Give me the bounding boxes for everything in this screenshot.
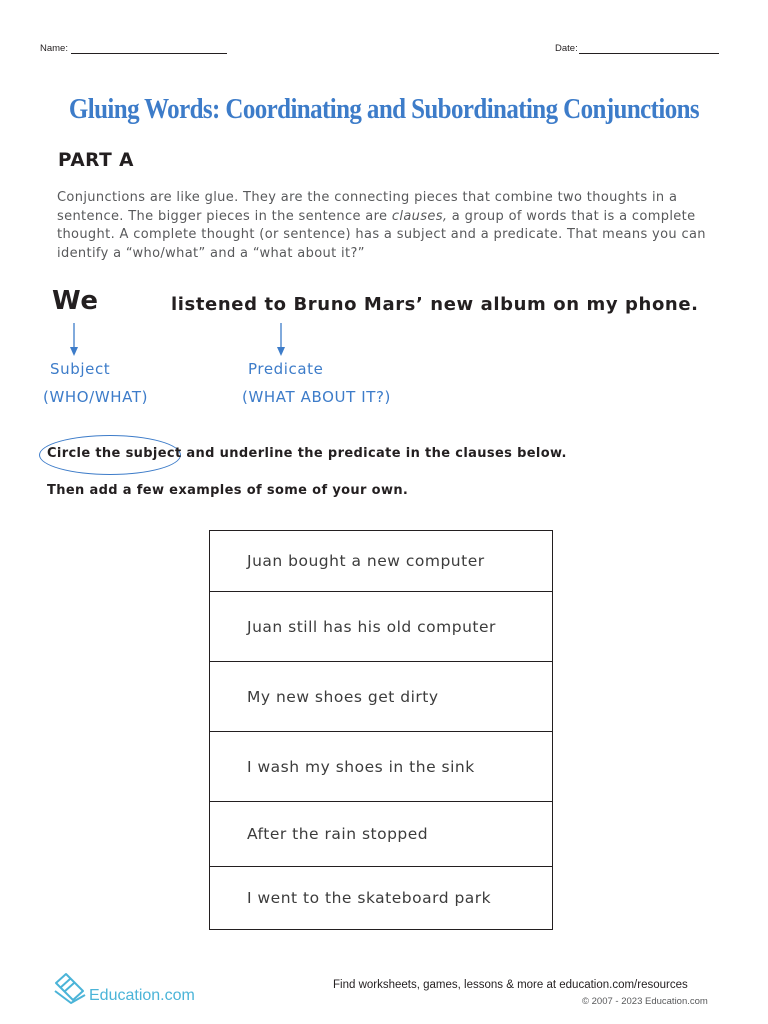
name-label: Name: xyxy=(40,43,68,54)
date-line[interactable] xyxy=(579,53,719,54)
name-line[interactable] xyxy=(71,53,227,54)
table-row[interactable] xyxy=(210,866,552,929)
worksheet-title: Gluing Words: Coordinating and Subordinating Conjunctions xyxy=(68,94,700,126)
intro-text-2: a group of words that is a complete thought. A complete thought (or sentence) has a subject and a predicate. That means you can identify a “who/what” and a “what about it?” xyxy=(57,208,706,261)
instruction-line-1 xyxy=(47,446,567,461)
table-row[interactable] xyxy=(210,661,552,731)
subject-label: Subject xyxy=(50,360,111,378)
table-row[interactable] xyxy=(210,591,552,661)
footer-tagline: Find worksheets, games, lessons & more at education.com/resources xyxy=(333,979,688,991)
instruction-line-2: Then add a few examples of some of your own. xyxy=(47,483,409,498)
date-label: Date: xyxy=(555,43,578,54)
intro-paragraph xyxy=(57,189,717,263)
example-subject: We xyxy=(52,286,99,316)
education-logo-icon xyxy=(52,971,88,1005)
education-logo-text: Education.com xyxy=(89,987,195,1004)
subject-arrow-icon xyxy=(66,323,82,357)
instruction-rest: and underline the predicate in the clauses below. xyxy=(181,446,567,461)
clause-text: My new shoes get dirty xyxy=(247,687,439,706)
predicate-arrow-icon xyxy=(273,323,289,357)
intro-text-1: Conjunctions are like glue. They are the connecting pieces that combine two thoughts in a sentence. The bigger pieces in the sentence are xyxy=(57,190,678,224)
subject-sublabel: (WHO/WHAT) xyxy=(43,388,149,406)
part-heading: PART A xyxy=(58,150,134,171)
predicate-sublabel: (WHAT ABOUT IT?) xyxy=(242,388,391,406)
clauses-table xyxy=(209,530,553,930)
clause-text: I went to the skateboard park xyxy=(247,889,492,907)
footer-copyright: © 2007 - 2023 Education.com xyxy=(582,996,708,1007)
table-row[interactable] xyxy=(210,731,552,801)
predicate-label: Predicate xyxy=(248,360,324,378)
example-predicate: listened to Bruno Mars’ new album on my phone. xyxy=(171,294,699,315)
table-row[interactable] xyxy=(210,531,552,591)
clause-text: After the rain stopped xyxy=(247,825,429,843)
clause-text: I wash my shoes in the sink xyxy=(247,757,475,776)
table-row[interactable] xyxy=(210,801,552,866)
clause-text: Juan bought a new computer xyxy=(247,552,485,570)
clause-text: Juan still has his old computer xyxy=(247,617,496,636)
clauses-term: clauses, xyxy=(391,208,448,224)
instruction-circled: Circle the subject xyxy=(47,446,182,461)
